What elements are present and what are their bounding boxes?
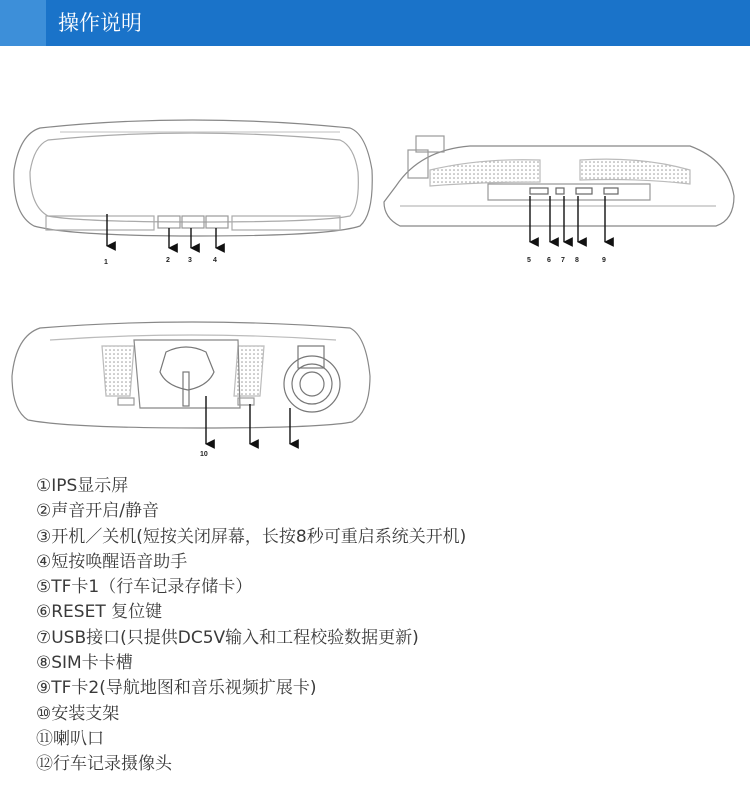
callout-6: 6 (547, 257, 551, 264)
feature-item-ips-screen: ①IPS显示屏 (36, 476, 129, 496)
callout-5: 5 (527, 257, 531, 264)
feature-item-sound-mute: ②声音开启/静音 (36, 501, 159, 522)
callout-8: 8 (575, 257, 579, 264)
section-title: 操作说明 (58, 11, 142, 35)
feature-item-reset: ⑥RESET 复位键 (36, 602, 163, 623)
feature-item-tf-card-1: ⑤TF卡1（行车记录存储卡） (36, 577, 253, 598)
callout-9: 9 (602, 257, 606, 264)
feature-item-tf-card-2: ⑨TF卡2(导航地图和音乐视频扩展卡) (36, 678, 317, 699)
callout-1: 1 (104, 259, 108, 266)
feature-item-camera: ⑫行车记录摄像头 (36, 754, 172, 775)
feature-item-sim-slot: ⑧SIM卡卡槽 (36, 653, 133, 674)
feature-item-speaker: ⑪喇叭口 (36, 728, 104, 749)
feature-list (36, 474, 466, 778)
front-view-mirror (14, 120, 372, 236)
callout-4: 4 (213, 257, 217, 264)
feature-item-mount: ⑩安装支架 (36, 703, 120, 724)
feature-item-usb: ⑦USB接口(只提供DC5V输入和工程校验数据更新) (36, 627, 419, 648)
rear-view-mirror (12, 322, 370, 428)
feature-item-power: ③开机／关机(短按关闭屏幕，长按8秒可重启系统关开机) (36, 526, 467, 547)
callout-arrows (107, 196, 605, 444)
feature-item-voice-assistant: ④短按唤醒语音助手 (36, 551, 188, 572)
callout-10: 10 (200, 451, 208, 458)
callout-7: 7 (561, 257, 565, 264)
callout-2: 2 (166, 257, 170, 264)
top-view-mirror (384, 136, 734, 226)
callout-3: 3 (188, 257, 192, 264)
